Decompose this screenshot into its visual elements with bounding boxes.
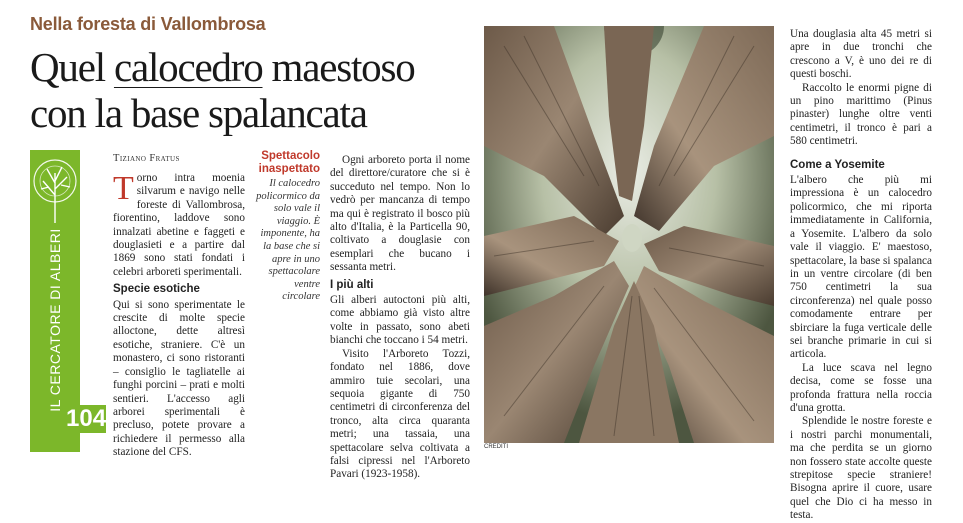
byline: Tiziano Fratus [113,153,180,164]
series-label [30,150,80,412]
pull-quote-text: Il calocedro policormico da solo vale il viaggio. È imponente, ha la base che si apre in uno spettacolare ventre circolare [256,178,320,303]
column-2 [330,154,470,482]
col3-p1: Una douglasia alta 45 metri si apre in due tronchi che crescono a V, è uno dei re di questi boschi. [790,28,932,81]
headline [30,44,480,136]
pull-quote [254,150,320,304]
col2-p2: Gli alberi autoctoni più alti, come abbiamo già visto altre volte in passato, sono abeti bianchi che toccano i 54 metri. [330,294,470,347]
tree-photo [484,26,774,443]
lead-paragraph [113,172,245,279]
col3-p2: Raccolto le enormi pigne di un pino marittimo (Pinus pinaster) lunghe oltre venti centimetri, il tronco è pari a 580 centimetri. [790,81,932,148]
subhead-specie-esotiche: Specie esotiche [113,283,200,296]
col3-p4: La luce scava nel legno decisa, come se fosse una profonda frattura nella roccia d'una grotta. [790,361,932,414]
headline-line-1-pre: Quel [30,44,114,90]
col3-p3: L'albero che più mi impressiona è un calocedro policormico, che mi riporta immediatamente in California, a Yosemite. L'albero da solo vale il viaggio. E' maestoso, spettacolare, la base si spalanca in un ventre circolare (di ben 750 centimetri la sua circonferenza) nel quale posso comodamente entrare per sbirciare la fuga verticale delle sei branche primarie in cui si articola. [790,174,932,361]
col3-p5: Splendide le nostre foreste e i nostri parchi monumentali, ma che perdita se un giorno non fossero state accolte queste strepitose specie straniere! Bisogna aprire il cuore, usare quel che Dio ci ha messo in testa. [790,415,932,522]
pull-quote-title: Spettacolo inaspettato [258,150,320,175]
series-label-text: IL CERCATORE DI ALBERI [47,228,63,412]
col2-p1: Ogni arboreto porta il nome del direttore/curatore che si è succeduto nel tempo. Non lo vedrò per mancanza di tempo ma qui è registrato il bosco più alto d'Italia, è la Particella 90, coltivato a douglasie con esemplari che bucano i sessanta metri. [330,154,470,274]
column-3 [790,28,932,523]
column-1 [113,172,245,460]
col1-p2: Qui si sono sperimentate le crescite di molte specie alloctone, dette altresì esotiche, straniere. C'è un monastero, ci sono ristoranti – consiglio le tagliatelle ai funghi porcini – prati e molti sentieri. L'accesso agli arborei sperimentali è precluso, potete provare a richiedere il permesso alla stazione del CFS. [113,298,245,459]
subhead-i-piu-alti: I più alti [330,278,374,291]
headline-line-1 [30,44,480,90]
headline-line-1-post: maestoso [262,44,415,90]
col1-p1: orno intra moenia silvarum e navigo nelle foreste di Vallombrosa, fiorentino, laddove sono innalzati abetine e faggeti e douglasieti e a partire dal 1869 sono stati fondati i celebri arboreti sperimentali. [113,172,245,278]
col2-p3: Visito l'Arboreto Tozzi, fondato nel 1886, dove ammiro tuie secolari, una sequoia gigante di 750 centimetri di circonferenza del tronco, alta circa quaranta metri; una tassaia, una spettacolare selva coltivata a falsi cipressi nel l'Arboreto Pavari (1923-1958). [330,347,470,481]
page-number: 104 [66,405,107,432]
subhead-come-a-yosemite: Come a Yosemite [790,158,885,171]
dropcap: T [113,170,134,207]
photo-image [484,26,774,443]
headline-underlined-word: calocedro [113,44,263,90]
photo-credit: CREDITI [484,444,508,450]
headline-line-2: con la base spalancata [30,90,367,136]
kicker: Nella foresta di Vallombrosa [30,14,266,34]
